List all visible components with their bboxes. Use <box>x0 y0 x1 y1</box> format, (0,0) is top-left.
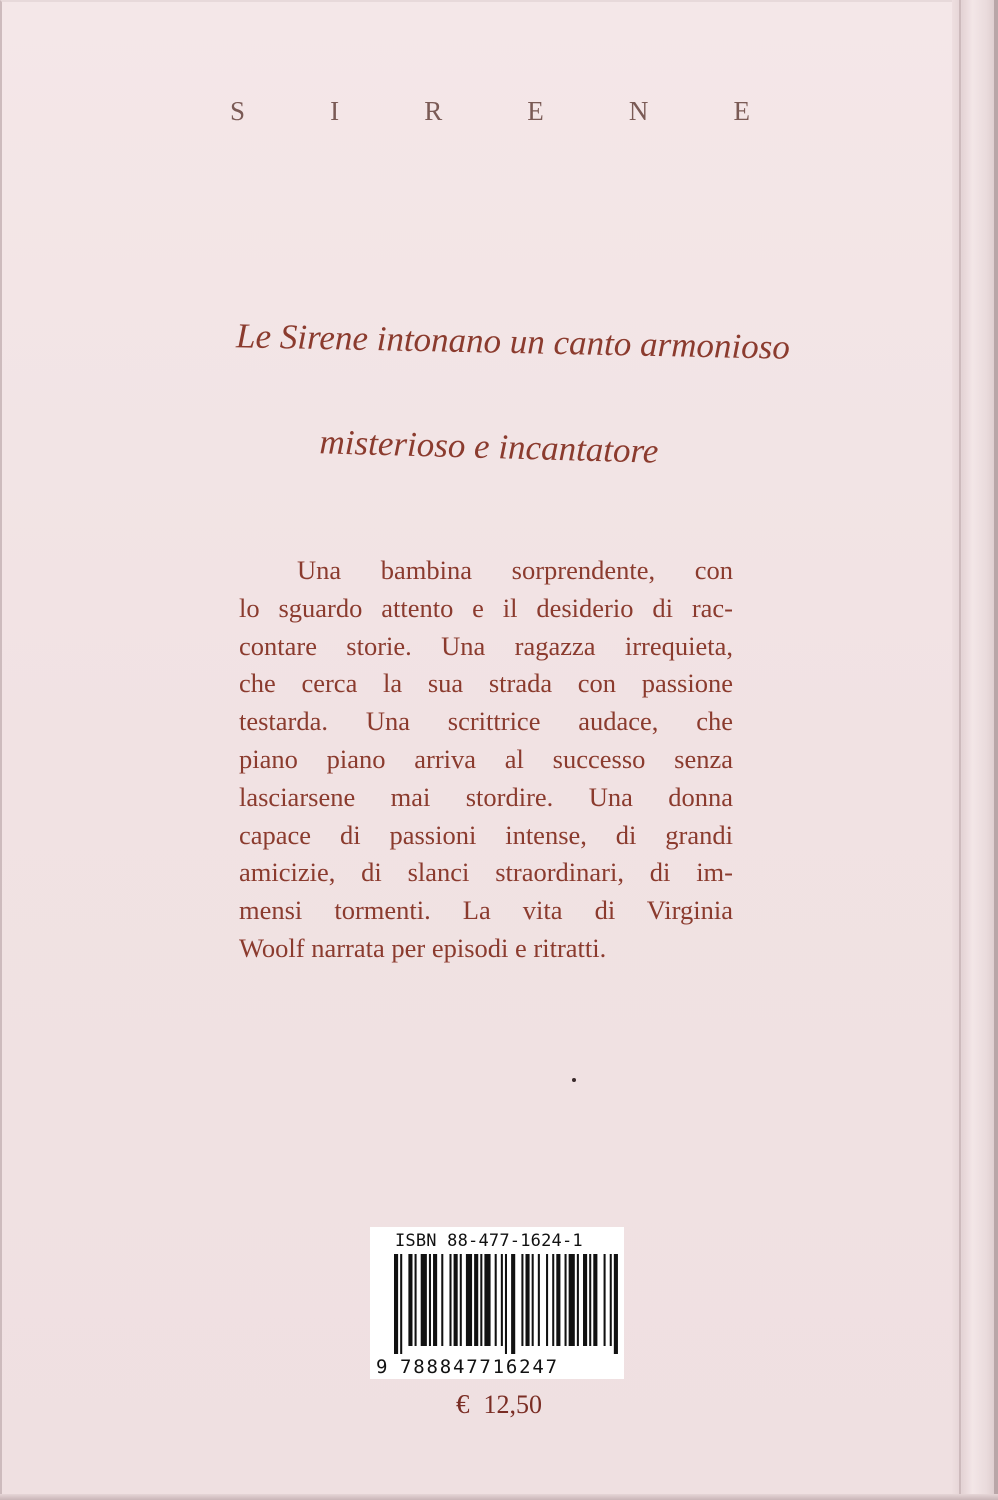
barcode-bar <box>454 1254 458 1346</box>
barcode-bar <box>538 1254 540 1346</box>
barcode-bar <box>460 1254 462 1346</box>
barcode-bar <box>604 1254 606 1346</box>
blurb <box>239 552 733 968</box>
print-speck <box>572 1078 576 1082</box>
barcode-bar <box>505 1254 507 1354</box>
tagline-line-2: misterioso e incantatore <box>319 422 659 471</box>
barcode-bar <box>495 1254 497 1346</box>
barcode-bar <box>511 1254 515 1354</box>
barcode-bar <box>394 1254 398 1354</box>
barcode-bar <box>593 1254 597 1346</box>
series-letter: E <box>733 96 750 126</box>
barcode-bar <box>480 1254 482 1346</box>
barcode-bar <box>610 1254 612 1346</box>
barcode-bar <box>474 1254 478 1346</box>
barcode-bar <box>400 1254 402 1354</box>
blurb-line: amicizie, di slanci straordinari, di im- <box>239 857 733 888</box>
series-title <box>230 96 750 127</box>
barcode-bar <box>408 1254 412 1346</box>
blurb-line: lasciarsene mai stordire. Una donna <box>239 781 733 812</box>
blurb-line: contare storie. Una ragazza irrequieta, <box>239 630 733 661</box>
barcode-bar <box>521 1254 523 1346</box>
barcode-bar <box>565 1254 567 1346</box>
barcode-bar <box>614 1254 618 1354</box>
barcode-bar <box>441 1254 443 1346</box>
barcode-bar <box>569 1254 575 1346</box>
price-amount: 12,50 <box>483 1390 542 1419</box>
price <box>0 1389 998 1420</box>
blurb-line: lo sguardo attento e il desiderio di rac- <box>239 592 733 623</box>
barcode-bar <box>433 1254 437 1346</box>
series-letter: N <box>628 96 649 126</box>
series-letter: E <box>527 96 544 126</box>
tagline-line-1: Le Sirene intonano un canto armonioso <box>235 316 791 367</box>
ean-digits: 788847716247 <box>400 1356 559 1378</box>
blurb-line: mensi tormenti. La vita di Virginia <box>239 895 733 926</box>
barcode-bar <box>577 1254 579 1346</box>
series-letter: R <box>424 96 443 126</box>
barcode-bar <box>466 1254 472 1346</box>
blurb-line: che cerca la sua strada con passione <box>239 668 733 699</box>
barcode-bar <box>556 1254 560 1346</box>
series-letter: S <box>230 96 246 126</box>
barcode-bar <box>501 1254 503 1346</box>
barcode-bar <box>449 1254 451 1346</box>
cover-edge-right <box>994 0 998 1500</box>
blurb-line: Una bambina sorprendente, con <box>297 555 733 585</box>
spine-crease <box>959 0 961 1500</box>
series-letter: I <box>330 96 340 126</box>
barcode-bar <box>415 1254 417 1346</box>
barcode-bar <box>484 1254 490 1346</box>
blurb-line: capace di passioni intense, di grandi <box>239 819 733 850</box>
barcode-bar <box>552 1254 554 1346</box>
isbn-label: ISBN 88-477-1624-1 <box>395 1231 583 1251</box>
barcode <box>394 1254 620 1354</box>
blurb-line: Woolf narrata per episodi e ritratti. <box>239 932 607 963</box>
barcode-bar <box>421 1254 427 1346</box>
barcode-bar <box>532 1254 534 1346</box>
blurb-line: piano piano arriva al successo senza <box>239 743 733 774</box>
barcode-bar <box>589 1254 591 1346</box>
barcode-bar <box>546 1254 548 1346</box>
barcode-bar <box>583 1254 587 1346</box>
euro-symbol: € <box>456 1389 470 1419</box>
cover-edge-bottom <box>0 1494 998 1500</box>
ean-first-digit: 9 <box>376 1356 388 1378</box>
barcode-bar <box>525 1254 529 1346</box>
barcode-bar <box>429 1254 431 1346</box>
blurb-line: testarda. Una scrittrice audace, che <box>239 706 733 737</box>
